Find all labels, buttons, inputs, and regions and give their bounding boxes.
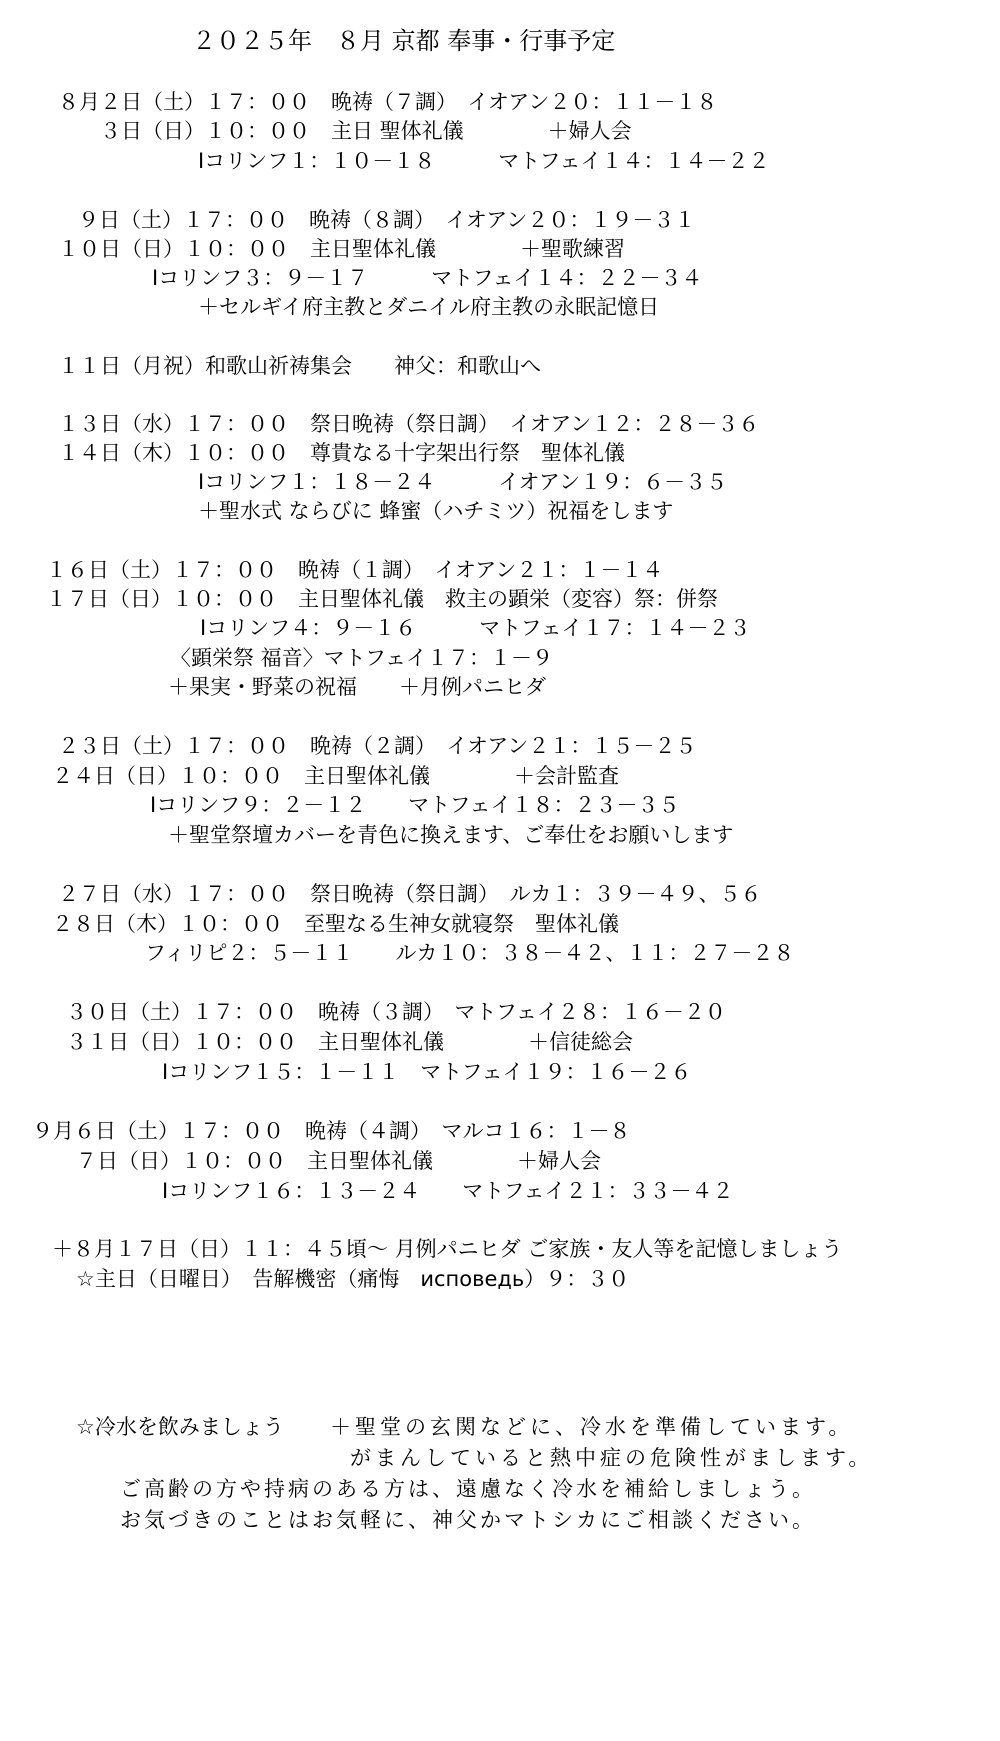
aug28-liturgy-line: ２８日（木）１０：００ 至聖なる生神女就寝祭 聖体礼儀 xyxy=(52,912,619,936)
sep7-readings-line: Ⅰコリンフ１６：１３－２４ マトフェイ２１：３３－４２ xyxy=(162,1179,734,1203)
aug10-liturgy-line: １０日（日）１０：００ 主日聖体礼儀 ＋聖歌練習 xyxy=(58,237,625,261)
aug2-vespers-line: ８月２日（土）１７：００ 晩祷（７調） イオアン２０：１１－１８ xyxy=(58,90,718,114)
water-line-4: お気づきのことはお気軽に、神父かマトシカにご相談ください。 xyxy=(120,1508,816,1532)
aug17-readings-line: Ⅰコリンフ４：９－１６ マトフェイ１７：１４－２３ xyxy=(200,616,751,640)
aug31-readings-line: Ⅰコリンフ１５：１－１１ マトフェイ１９：１６－２６ xyxy=(162,1060,692,1084)
sep6-vespers-line: ９月６日（土）１７：００ 晩祷（４調） マルコ１６：１－８ xyxy=(32,1119,631,1143)
confession-note: ☆主日（日曜日） 告解機密（痛悔 исповедь）９：３０ xyxy=(76,1267,630,1291)
aug31-liturgy-line: ３１日（日）１０：００ 主日聖体礼儀 ＋信徒総会 xyxy=(66,1030,633,1054)
aug23-vespers-line: ２３日（土）１７：００ 晩祷（２調） イオアン２１：１５－２５ xyxy=(58,734,697,758)
aug16-vespers-line: １６日（土）１７：００ 晩祷（１調） イオアン２１：１－１４ xyxy=(46,558,664,582)
aug24-liturgy-line: ２４日（日）１０：００ 主日聖体礼儀 ＋会計監査 xyxy=(52,764,619,788)
aug24-readings-line: Ⅰコリンフ９：２－１２ マトフェイ１８：２３－３５ xyxy=(150,793,680,817)
aug10-readings-line: Ⅰコリンフ３：９－１７ マトフェイ１４：２２－３４ xyxy=(152,266,703,290)
aug24-notice-line: ＋聖堂祭壇カバーを青色に換えます、ご奉仕をお願いします xyxy=(168,823,734,847)
document-title: ２０２５年 ８月 京都 奉事・行事予定 xyxy=(192,27,616,55)
aug10-memorial-line: ＋セルギイ府主教とダニイル府主教の永眠記憶日 xyxy=(198,295,660,319)
water-line-3: ご高齢の方や持病のある方は、遠慮なく冷水を補給しましょう。 xyxy=(120,1477,816,1501)
water-heading: ☆冷水を飲みましょう xyxy=(76,1415,284,1439)
aug14-liturgy-line: １４日（木）１０：００ 尊貴なる十字架出行祭 聖体礼儀 xyxy=(58,441,625,465)
panikhida-note: ＋８月１７日（日）１１：４５頃～ 月例パニヒダ ご家族・友人等を記憶しましょう xyxy=(52,1237,843,1261)
aug14-readings-line: Ⅰコリンフ１：１８－２４ イオアン１９：６－３５ xyxy=(198,470,728,494)
aug17-blessing-line: ＋果実・野菜の祝福 ＋月例パニヒダ xyxy=(168,675,546,699)
aug3-readings-line: Ⅰコリンフ１：１０－１８ マトフェイ１４：１４－２２ xyxy=(198,149,770,173)
aug3-liturgy-line: ３日（日）１０：００ 主日 聖体礼儀 ＋婦人会 xyxy=(100,119,632,143)
aug27-vespers-line: ２７日（水）１７：００ 祭日晩祷（祭日調） ルカ１：３９－４９、５６ xyxy=(58,882,762,906)
aug9-vespers-line: ９日（土）１７：００ 晩祷（８調） イオアン２０：１９－３１ xyxy=(78,208,696,232)
aug30-vespers-line: ３０日（土）１７：００ 晩祷（３調） マトフェイ２８：１６－２０ xyxy=(66,1000,726,1024)
aug17-liturgy-line: １７日（日）１０：００ 主日聖体礼儀 救主の顕栄（変容）祭：併祭 xyxy=(46,587,718,611)
water-line-2: がまんしていると熱中症の危険性がまします。 xyxy=(350,1446,874,1470)
sep7-liturgy-line: ７日（日）１０：００ 主日聖体礼儀 ＋婦人会 xyxy=(76,1149,601,1173)
aug11-gathering-line: １１日（月祝）和歌山祈祷集会 神父：和歌山へ xyxy=(58,354,541,378)
aug17-gospel-line: 〈顕栄祭 福音〉マトフェイ１７：１－９ xyxy=(170,646,553,670)
water-line-1: ＋聖堂の玄関などに、冷水を準備しています。 xyxy=(330,1415,854,1439)
aug14-blessing-line: ＋聖水式 ならびに 蜂蜜（ハチミツ）祝福をします xyxy=(198,499,674,523)
aug13-vespers-line: １３日（水）１７：００ 祭日晩祷（祭日調） イオアン１２：２８－３６ xyxy=(58,412,760,436)
aug28-readings-line: フィリピ２：５－１１ ルカ１０：３８－４２、１１：２７－２８ xyxy=(145,941,795,965)
